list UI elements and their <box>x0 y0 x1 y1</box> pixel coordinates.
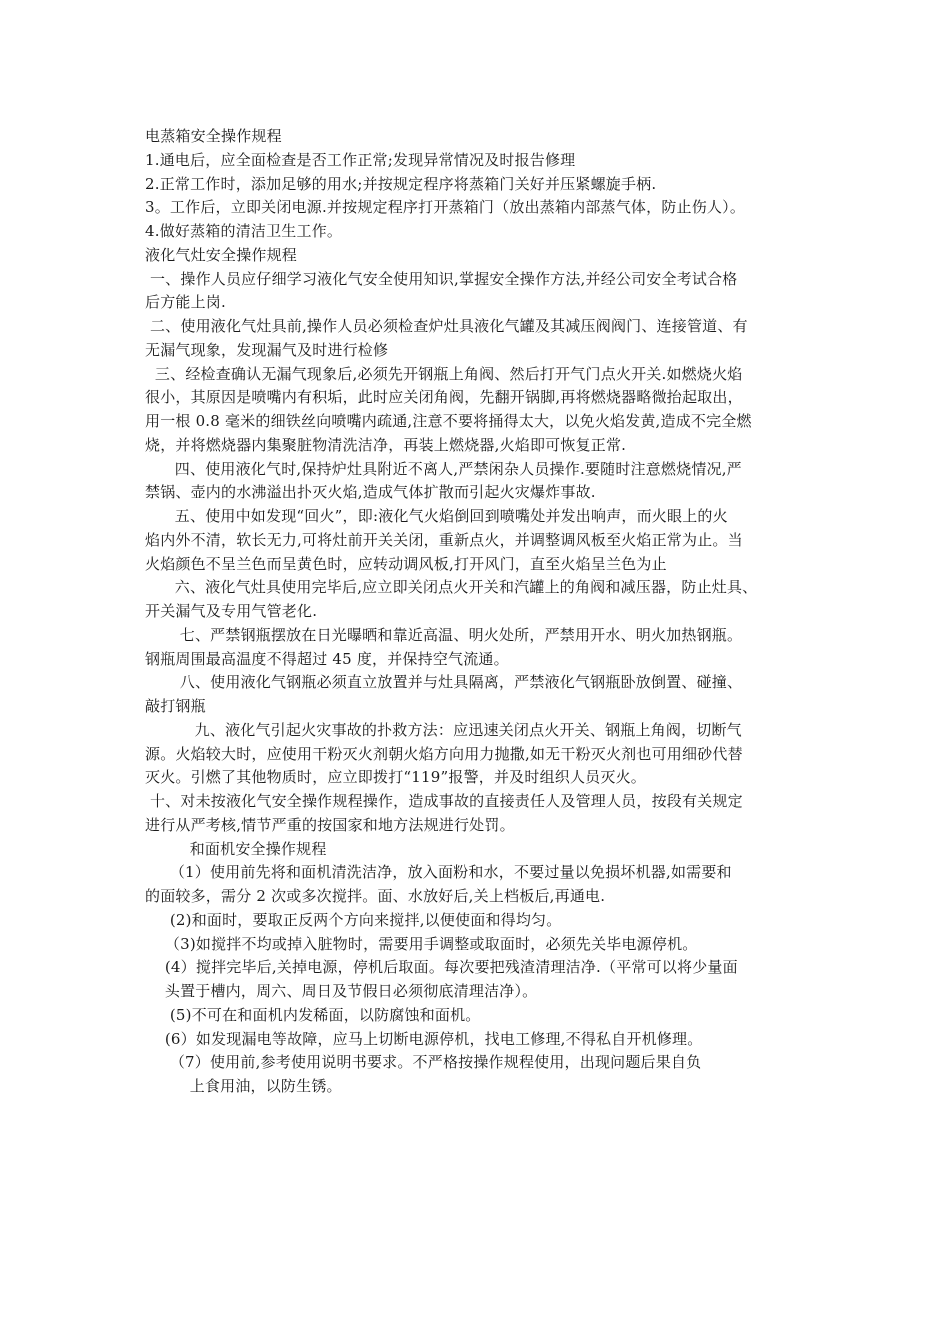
text-line: 钢瓶周围最高温度不得超过 45 度，并保持空气流通。 <box>145 649 509 668</box>
text-line: (6）如发现漏电等故障，应马上切断电源停机，找电工修理,不得私自开机修理。 <box>145 1029 703 1048</box>
text-line: 六、液化气灶具使用完毕后,应立即关闭点火开关和汽罐上的角阀和减压器，防止灶具、 <box>145 578 758 597</box>
text-line: 四、使用液化气时,保持炉灶具附近不离人,严禁闲杂人员操作.要随时注意燃烧情况,严 <box>145 459 742 478</box>
text-line: 头置于槽内，周六、周日及节假日必须彻底清理洁净）。 <box>145 982 538 1000</box>
text-line: 无漏气现象，发现漏气及时进行检修 <box>145 340 389 359</box>
text-line: 液化气灶安全操作规程 <box>145 245 298 264</box>
text-line: (5)不可在和面机内发稀面，以防腐蚀和面机。 <box>145 1005 481 1024</box>
text-line: 二、使用液化气灶具前,操作人员必须检查炉灶具液化气罐及其减压阀阀门、连接管道、有 <box>145 317 748 335</box>
text-line: 三、经检查确认无漏气现象后,必须先开钢瓶上角阀、然后打开气门点火开关.如燃烧火焰 <box>145 364 743 383</box>
text-line: 焰内外不清，软长无力,可将灶前开关关闭，重新点火，并调整调风板至火焰正常为止。当 <box>145 530 743 549</box>
text-line: 十、对未按液化气安全操作规程操作，造成事故的直接责任人及管理人员，按段有关规定 <box>145 792 743 810</box>
text-line: 用一根 0.8 毫米的细铁丝向喷嘴内疏通,注意不要将捅得太大，以免火焰发黄,造成不完全燃 <box>145 412 752 430</box>
text-line: 进行从严考核,情节严重的按国家和地方法规进行处罚。 <box>145 815 515 834</box>
text-line: 上食用油，以防生锈。 <box>145 1077 342 1095</box>
text-line: (4）搅拌完毕后,关掉电源，停机后取面。每次要把残渣清理洁净.（平常可以将少量面 <box>145 958 738 977</box>
text-line: 和面机安全操作规程 <box>145 839 327 858</box>
text-line: 的面较多，需分 2 次或多次搅拌。面、水放好后,关上档板后,再通电. <box>145 887 606 905</box>
text-line: 源。火焰较大时，应使用干粉灭火剂朝火焰方向用力抛撒,如无干粉灭火剂也可用细砂代替 <box>145 744 743 763</box>
text-line: 4.做好蒸箱的清洁卫生工作。 <box>145 222 343 240</box>
text-line: （7）使用前,参考使用说明书要求。不严格按操作规程使用，出现问题后果自负 <box>145 1053 702 1072</box>
text-line: 一、操作人员应仔细学习液化气安全使用知识,掌握安全操作方法,并经公司安全考试合格 <box>145 269 738 288</box>
text-line: 九、液化气引起火灾事故的扑救方法：应迅速关闭点火开关、钢瓶上角阀，切断气 <box>145 720 742 739</box>
text-line: (2)和面时，要取正反两个方向来搅拌,以便使面和得均匀。 <box>145 910 562 929</box>
text-line: 火焰颜色不呈兰色而呈黄色时，应转动调风板,打开风门，直至火焰呈兰色为止 <box>145 554 667 573</box>
text-line: 开关漏气及专用气管老化. <box>145 602 318 620</box>
text-line: 3。工作后，立即关闭电源.并按规定程序打开蒸箱门（放出蒸箱内部蒸气体，防止伤人）。 <box>145 198 746 217</box>
text-line: 敲打钢瓶 <box>145 697 206 715</box>
text-line: 2.正常工作时，添加足够的用水;并按规定程序将蒸箱门关好并压紧螺旋手柄. <box>145 174 657 193</box>
text-line: 很小，其原因是喷嘴内有积垢，此时应关闭角阀，先翻开锅脚,再将燃烧器略微抬起取出， <box>145 388 743 407</box>
text-line: 后方能上岗. <box>145 293 226 312</box>
text-line: 电蒸箱安全操作规程 <box>145 127 282 145</box>
text-line: 烧，并将燃烧器内集聚脏物清洗洁净，再装上燃烧器,火焰即可恢复正常. <box>145 435 627 454</box>
text-line: 1.通电后，应全面检查是否工作正常;发现异常情况及时报告修理 <box>145 150 576 169</box>
text-line: （1）使用前先将和面机清洗洁净，放入面粉和水，不要过量以免损坏机器,如需要和 <box>145 863 732 882</box>
text-line: 八、使用液化气钢瓶必须直立放置并与灶具隔离，严禁液化气钢瓶卧放倒置、碰撞、 <box>145 673 743 692</box>
text-line: 七、严禁钢瓶摆放在日光曝晒和靠近高温、明火处所，严禁用开水、明火加热钢瓶。 <box>145 625 743 644</box>
text-line: 灭火。引燃了其他物质时，应立即拨打“119”报警，并及时组织人员灭火。 <box>145 768 646 787</box>
text-line: 禁锅、壶内的水沸溢出扑灭火焰,造成气体扩散而引起火灾爆炸事故. <box>145 483 596 502</box>
text-line: （3)如搅拌不均或掉入脏物时，需要用手调整或取面时，必须先关毕电源停机。 <box>145 934 698 953</box>
text-line: 五、使用中如发现“回火”，即:液化气火焰倒回到喷嘴处并发出响声，而火眼上的火 <box>145 507 728 525</box>
